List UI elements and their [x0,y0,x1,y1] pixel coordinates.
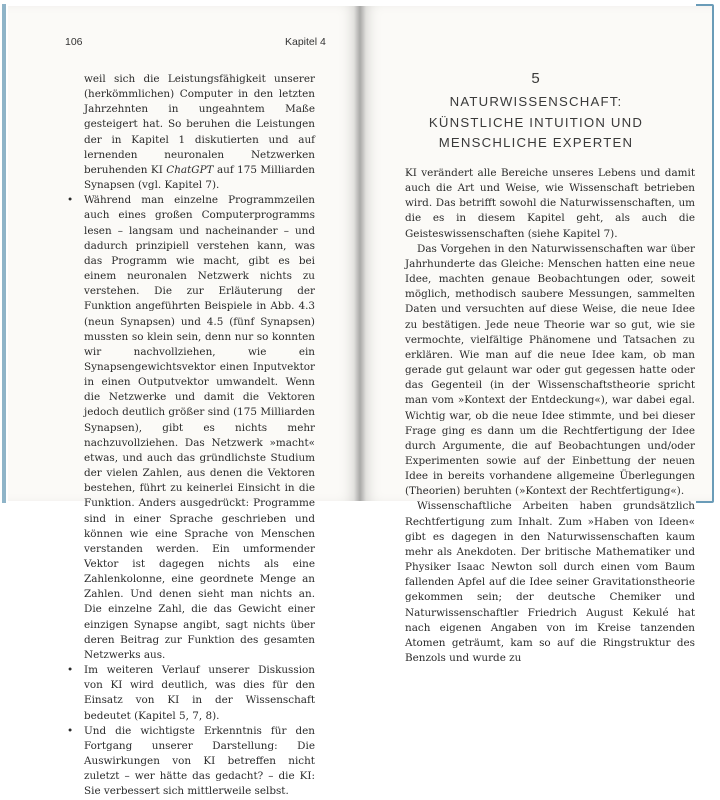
left-page [8,6,360,798]
paragraph: Das Vorgehen in den Naturwissenschaften war über Jahrhunderte das Gleiche: Menschen hatten eine neue Idee, machten genaue Beobachtungen oder, soweit möglich, methodisch saubere Messungen, sammelten Daten und versuchten auf diese Weise, die neue Idee zu bestätigen. Jede neue Theorie war so gut, wie sie vermochte, vielfältige Phänomene und Tatsachen zu erklären. Wie man auf die neue Idee kam, ob man gerade gut gelaunt war oder gut gegessen hatte oder das Gegenteil (in der Wissenschaftstheorie spricht man vom »Kontext der Entdeckung«), war dabei egal. Wichtig war, ob die neue Idee stimmte, und bei dieser Frage ging es dann um die Rechtfertigung der Idee durch Argumente, die auf Beobachtungen und/oder Experimenten sowie auf der Einbettung der neuen Idee in bereits vorhandene allgemeine Überlegungen (Theorien) beruhten (»Kontext der Rechtfertigung«). [405,242,695,498]
bullet-icon: • [67,194,74,207]
chapter-title [360,92,712,154]
bullet-icon: • [67,724,74,737]
left-body-text [65,72,315,800]
chapter-title-line: NATURWISSENSCHAFT: [449,94,623,109]
page-number: 106 [65,36,83,48]
list-item: • Im weiteren Verlauf unserer Diskussion von KI wird deutlich, was dies für den Einsatz von KI in der Wissenschaft bedeutet (Kapitel 5, 7, 8). [67,664,315,722]
list-item: • Während man einzelne Programmzeilen auch eines großen Computerprogramms lesen – langsam und nacheinander – und dadurch prinzipiell verstehen kann, was das Programm wie macht, gibt es bei einem neuronalen Netzwerk nichts zu verstehen. Die zur Erläuterung der Funktion angeführten Beispiele in Abb. 4.3 (neun Synapsen) und 4.5 (fünf Synapsen) mussten so klein sein, denn nur so konnten wir nachvollziehen, wie ein Synapsengewichtsvektor einen Inputvektor in einen Outputvektor umwandelt. Wenn die Netzwerke und damit die Vektoren jedoch deutlich größer sind (175 Milliarden Synapsen), gibt es nichts mehr nachzuvollziehen. Das Netzwerk »macht« etwas, und auch das gründlichste Studium der vielen Zahlen, aus denen die Vektoren bestehen, führt zu keinerlei Einsicht in die Funktion. Anders ausgedrückt: Programme sind in einer Sprache geschrieben und können wie eine Sprache von Menschen verstanden werden. Ein umformender Vektor ist dagegen nichts als eine Zahlenkolonne, eine geordnete Menge an Zahlen. Und denen sieht man nichts an. Die einzelne Zahl, die das Gewicht einer einzigen Synapse angibt, sagt nichts über deren Beitrag zur Funktion des gesamten Netzwerks aus. [67,194,315,661]
book-gutter [354,6,366,501]
chapter-title-line: MENSCHLICHE EXPERTEN [438,135,634,150]
right-page [360,6,712,664]
continuation-paragraph: weil sich die Leistungsfähigkeit unserer (herkömmlichen) Computer in den letzten Jahrzehnten in ungeahntem Maße gesteigert hat. So beruhen die Leistungen der in Kapitel 1 diskutierten und auf lernenden neuronalen Netzwerken beruhenden KI ChatGPT auf 175 Milliarden Synapsen (vgl. Kapitel 7). [84,73,315,192]
paragraph: Wissenschaftliche Arbeiten haben grundsätzlich Rechtfertigung zum Inhalt. Zum »Haben von Ideen« gibt es dagegen in den Naturwissenschaften kaum mehr als Anekdoten. Der britische Mathematiker und Physiker Isaac Newton soll durch einen vom Baum fallenden Apfel auf die Idee seiner Gravitationstheorie gekommen sein; der deutsche Chemiker und Naturwissenschaftler Friedrich August Kekulé hat nach eigenen Angaben von im Kreise tanzenden Atomen geträumt, kam so auf die Ringstruktur des Benzols und wurde zu [405,500,695,664]
right-body-text [405,166,695,666]
chapter-running-title: Kapitel 4 [285,36,326,48]
bullet-list [65,193,315,799]
chatgpt-italic: ChatGPT [166,163,214,176]
chapter-title-line: KÜNSTLICHE INTUITION UND [428,114,644,130]
paragraph: KI verändert alle Bereiche unseres Lebens und damit auch die Art und Weise, wie Wissenschaft betrieben wird. Das betrifft sowohl die Naturwissenschaften, um die es in diesem Kapitel geht, als auch die Geisteswissenschaften (siehe Kapitel 7). [405,167,695,240]
cover-edge-left [2,4,6,503]
list-item: • Und die wichtigste Erkenntnis für den Fortgang unserer Darstellung: Die Auswirkungen von KI betreffen nicht zuletzt – wer hätte das gedacht? – die KI: Sie verbessert sich mittlerweile selbst. [67,724,315,798]
bullet-icon: • [67,664,74,677]
chapter-number: 5 [531,70,541,87]
